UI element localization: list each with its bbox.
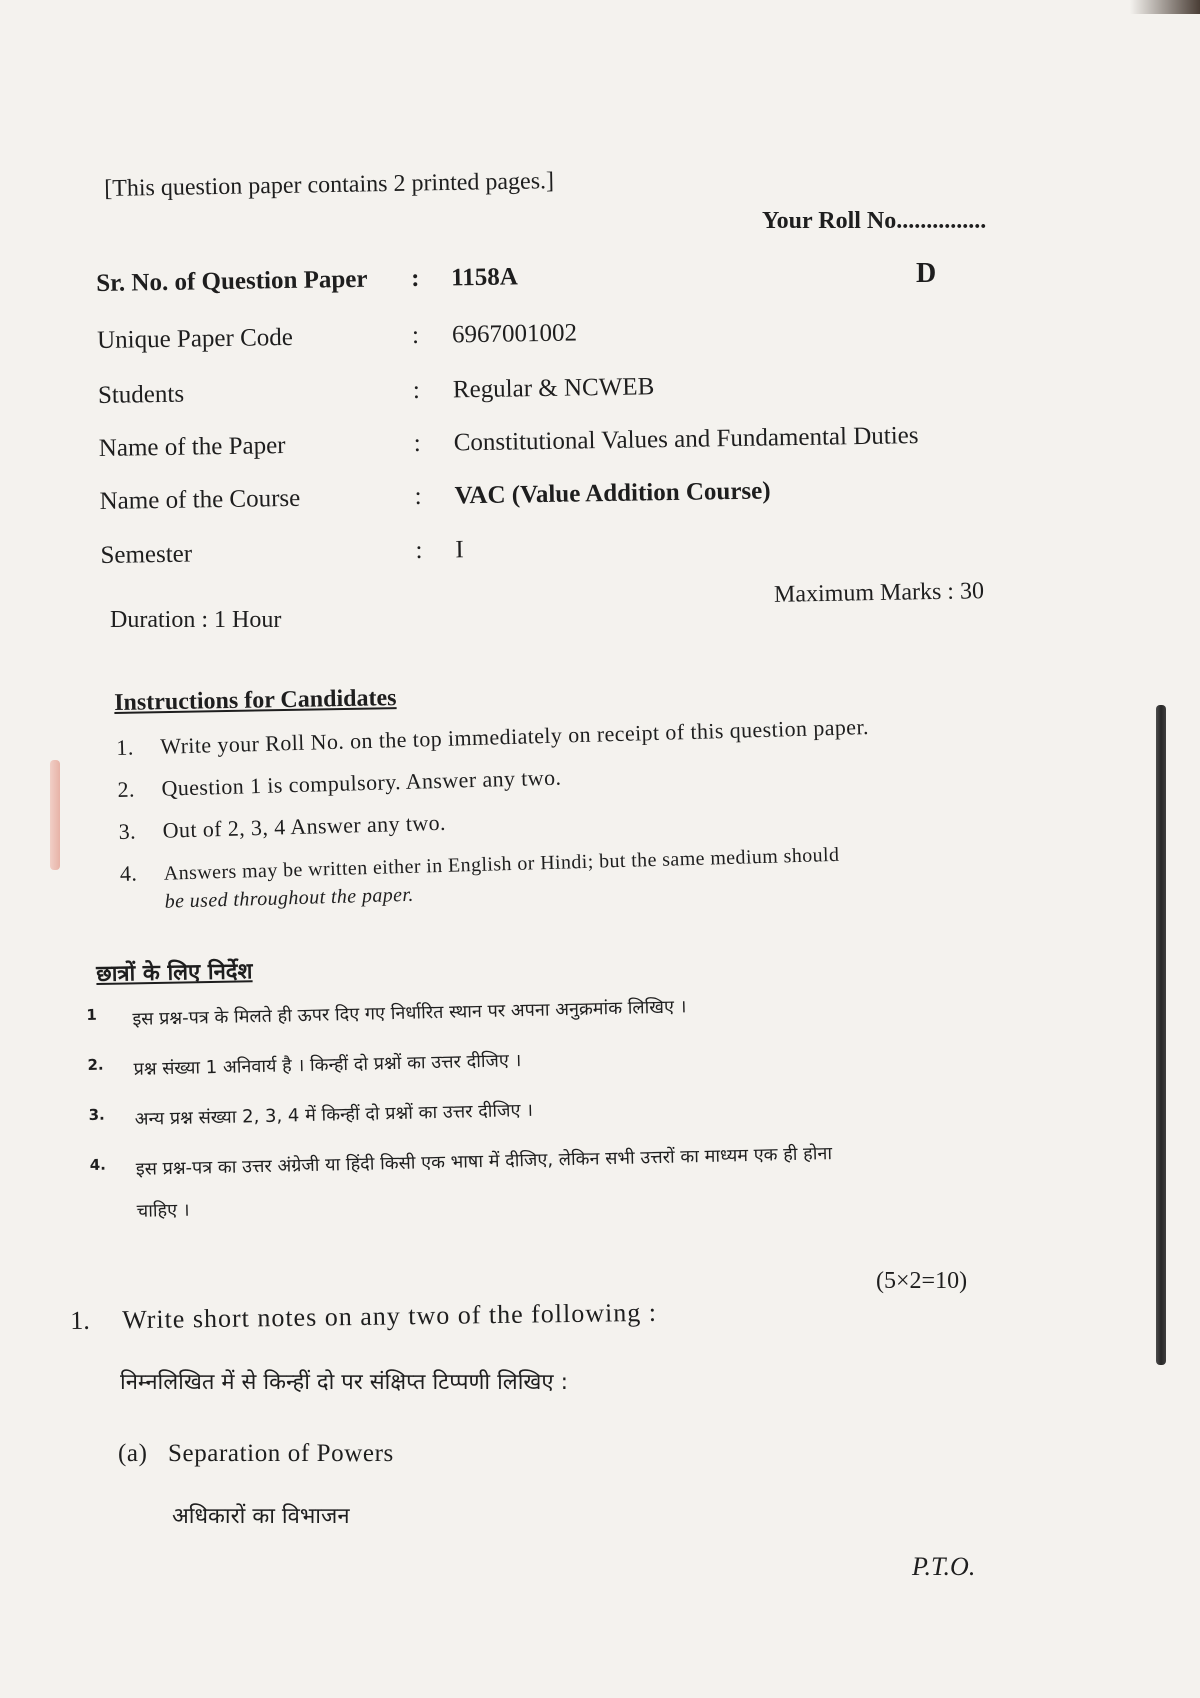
maximum-marks: Maximum Marks : 30 [773, 578, 985, 608]
meta-row-students [98, 368, 999, 422]
meta-colon: : [410, 264, 420, 293]
instruction-number: 2. [117, 776, 136, 802]
meta-colon: : [413, 429, 421, 458]
scan-shadow-left-edge [50, 760, 60, 870]
meta-row-paper-name [99, 421, 1000, 475]
hindi-instruction-text: इस प्रश्न-पत्र का उत्तर अंग्रेजी या हिंदी किसी एक भाषा में दीजिए, लेकिन सभी उत्तरों का माध्यम एक ही होना [135, 1143, 833, 1180]
paper-details-table [96, 256, 996, 569]
instruction-text: Write your Roll No. on the top immediately on receipt of this question paper. [159, 713, 870, 759]
hindi-instruction-number: 1 [86, 1005, 97, 1024]
meta-label: Name of the Paper [98, 432, 286, 462]
instruction-number: 3. [118, 818, 137, 844]
instruction-number: 1. [116, 734, 135, 760]
meta-row-semester [100, 528, 1001, 582]
meta-label: Name of the Course [99, 484, 301, 515]
duration: Duration : 1 Hour [110, 607, 282, 633]
hindi-instruction-text: प्रश्न संख्या 1 अनिवार्य है । किन्हीं दो प्रश्नों का उत्तर दीजिए । [133, 1050, 522, 1080]
please-turn-over: P.T.O. [912, 1552, 976, 1581]
hindi-instruction-number: 4. [89, 1155, 107, 1174]
hindi-instruction-number: 3. [88, 1105, 105, 1124]
meta-row-serial-number [96, 256, 997, 310]
hindi-instruction-text: इस प्रश्न-पत्र के मिलते ही ऊपर दिए गए निर्धारित स्थान पर अपना अनुक्रमांक लिखिए । [132, 996, 687, 1030]
instruction-text: Answers may be written either in English or Hindi; but the same medium should [163, 843, 840, 885]
roll-number-field: Your Roll No............... [762, 208, 987, 234]
meta-label: Semester [100, 540, 193, 569]
meta-value: Constitutional Values and Fundamental Duties [453, 422, 919, 457]
meta-value: Regular & NCWEB [452, 373, 655, 404]
instruction-text-continued: be used throughout the paper. [164, 883, 415, 913]
question-1 [70, 1293, 970, 1335]
meta-colon: : [415, 536, 423, 565]
hindi-instructions-heading: छात्रों के लिए निर्देश [96, 959, 253, 987]
hindi-instruction-text: अन्य प्रश्न संख्या 2, 3, 4 में किन्हीं दो प्रश्नों का उत्तर दीजिए । [134, 1099, 534, 1130]
hindi-instruction-text-block [135, 1130, 977, 1233]
sub-question-text: Separation of Powers [168, 1440, 394, 1467]
scan-shadow-right-edge [1156, 705, 1166, 1365]
meta-label: Sr. No. of Question Paper [96, 265, 368, 297]
question-1-hindi: निम्नलिखित में से किन्हीं दो पर संक्षिप्त टिप्पणी लिखिए : [120, 1370, 568, 1395]
instruction-text-block [164, 837, 995, 916]
instruction-text: Question 1 is compulsory. Answer any two. [161, 764, 562, 801]
question-1a-hindi: अधिकारों का विभाजन [172, 1504, 350, 1529]
meta-value: 1158A [450, 263, 519, 292]
question-1-marks: (5×2=10) [876, 1268, 968, 1294]
meta-colon: : [412, 376, 421, 405]
meta-row-paper-code [97, 313, 998, 367]
meta-value: I [455, 536, 464, 564]
meta-colon: : [414, 482, 422, 511]
meta-value: VAC (Value Addition Course) [454, 477, 771, 510]
meta-row-course-name [99, 474, 1000, 528]
question-text: Write short notes on any two of the following : [121, 1297, 658, 1335]
paper-pages-note: [This question paper contains 2 printed pages.] [104, 168, 555, 202]
meta-label: Students [97, 380, 185, 409]
meta-colon: : [411, 321, 420, 350]
sub-question-label: (a) [118, 1440, 148, 1467]
scan-shadow-corner [1130, 0, 1200, 14]
instruction-text: Out of 2, 3, 4 Answer any two. [162, 809, 447, 843]
instruction-number: 4. [119, 860, 138, 886]
instructions-heading: Instructions for Candidates [114, 685, 397, 716]
hindi-instruction-number: 2. [87, 1055, 104, 1074]
meta-label: Unique Paper Code [96, 323, 294, 354]
hindi-instruction-text-continued: चाहिए । [136, 1199, 190, 1222]
set-letter: D [916, 258, 937, 289]
meta-value: 6967001002 [451, 319, 578, 349]
question-number: 1. [70, 1305, 90, 1335]
